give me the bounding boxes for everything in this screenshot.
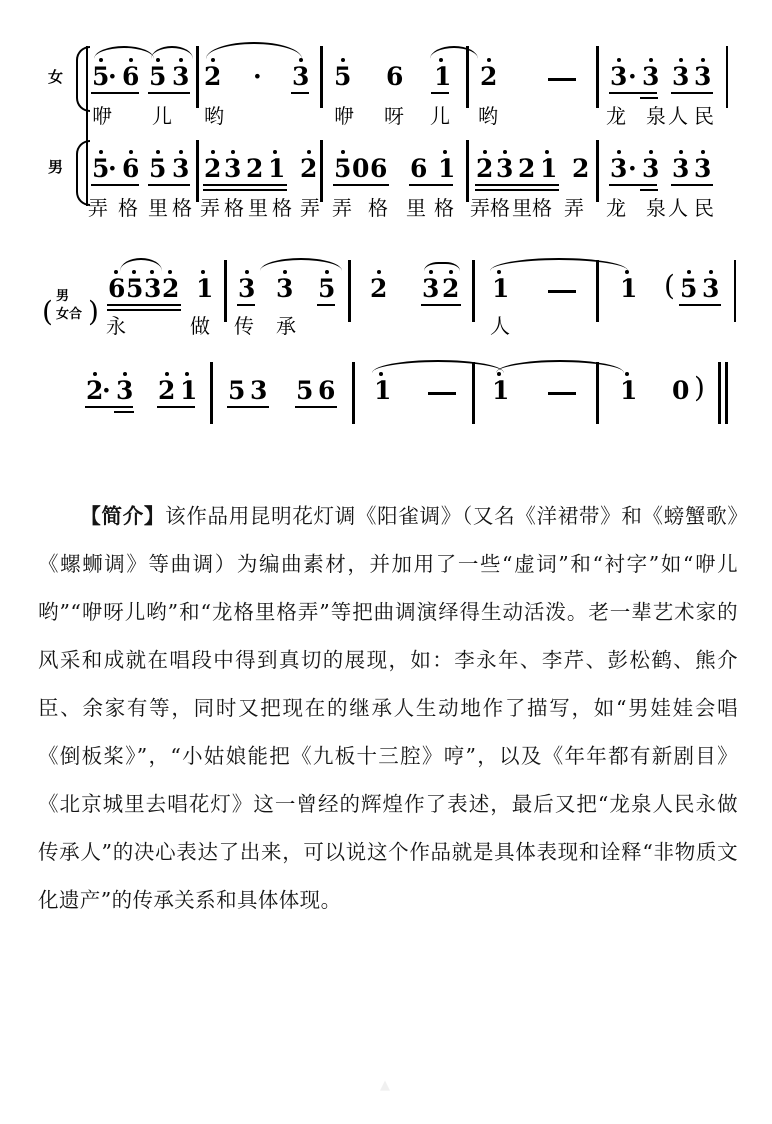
barline-f-5: [726, 46, 728, 108]
note-c-15: 3: [702, 274, 720, 303]
note-f-5: 2: [204, 62, 222, 91]
aug-dot-f-2: ·: [253, 62, 262, 91]
note-m-16: 3: [496, 154, 514, 183]
octave-dot-f-9: [439, 58, 443, 62]
aug-dot-m-1: ·: [108, 154, 117, 183]
lyric-m-10: 弄: [332, 196, 352, 220]
note-m-18: 1: [540, 154, 558, 183]
beam-f-1: [91, 92, 139, 94]
octave-dot-d-4: [185, 372, 189, 376]
extension-dash-d-2: [548, 392, 576, 395]
barline-f-1: [196, 46, 199, 108]
lyric-m-8: 格: [272, 196, 292, 220]
lyric-m-6: 格: [224, 196, 244, 220]
note-f-7: 5: [334, 62, 352, 91]
barline-f-4: [596, 46, 599, 108]
beam-m-4: [333, 184, 389, 186]
beam-f-6: [671, 92, 713, 94]
note-d-8: 6: [318, 376, 336, 405]
note-m-21: 3: [642, 154, 660, 183]
octave-dot-m-22: [679, 150, 683, 154]
lyric-c-1: 永: [106, 314, 126, 338]
lyric-f-2: 儿: [152, 104, 172, 128]
note-m-12: 6: [370, 154, 388, 183]
octave-dot-c-7: [283, 270, 287, 274]
octave-dot-m-14: [443, 150, 447, 154]
lyric-f-11: 民: [694, 104, 714, 128]
octave-dot-m-15: [483, 150, 487, 154]
lyric-f-10: 人: [668, 104, 688, 128]
beam-m-3a: [203, 184, 287, 186]
beam-c-4: [421, 304, 461, 306]
slur-f1: [94, 46, 154, 59]
music-score: [0, 0, 772, 470]
beam-f-3: [291, 92, 309, 94]
final-double-barline: [718, 362, 730, 424]
note-f-10: 2: [480, 62, 498, 91]
lyric-f-3: 哟: [204, 104, 224, 128]
notation-system-2: [0, 258, 772, 358]
beam-m-6b: [475, 189, 559, 191]
beam-m-7a: [609, 184, 657, 186]
note-f-11: 3: [610, 62, 628, 91]
aug-dot-m-2: ·: [628, 154, 637, 183]
octave-dot-f-13: [679, 58, 683, 62]
note-f-9: 1: [434, 62, 452, 91]
aug-dot-f-1: ·: [108, 62, 117, 91]
note-m-22: 3: [672, 154, 690, 183]
lyric-f-6: 儿: [430, 104, 450, 128]
note-c-3: 3: [144, 274, 161, 303]
notation-system-1: [0, 0, 772, 250]
program-note: [38, 492, 738, 924]
octave-dot-c-14: [687, 270, 691, 274]
octave-dot-m-1: [99, 150, 103, 154]
optional-paren-close: ): [694, 371, 705, 404]
lyric-c-3: 传: [234, 314, 254, 338]
octave-dot-m-5: [211, 150, 215, 154]
octave-dot-c-10: [429, 270, 433, 274]
octave-dot-m-9: [307, 150, 311, 154]
octave-dot-m-3: [156, 150, 160, 154]
note-c-2: 5: [126, 274, 143, 303]
barline-f-2: [320, 46, 323, 108]
note-f-1: 5: [92, 62, 110, 91]
octave-dot-c-3: [150, 270, 154, 274]
note-c-8: 5: [318, 274, 336, 303]
lyric-m-15: 里格: [512, 196, 552, 220]
beam-f-4: [431, 92, 449, 94]
lyric-m-1: 弄: [88, 196, 108, 220]
lyric-m-3: 里: [148, 196, 168, 220]
octave-dot-d-2: [123, 372, 127, 376]
lyric-m-7: 里: [248, 196, 268, 220]
optional-paren-open: (: [664, 269, 675, 302]
note-m-20: 3: [610, 154, 628, 183]
note-c-1: 6: [108, 274, 125, 303]
octave-dot-m-6: [231, 150, 235, 154]
slur-c4: [490, 258, 628, 271]
beam-m-8: [671, 184, 713, 186]
note-m-14: 1: [438, 154, 456, 183]
beam-m-1: [91, 184, 139, 186]
octave-dot-c-15: [709, 270, 713, 274]
lyric-m-20: 民: [694, 196, 714, 220]
lyric-m-9: 弄: [300, 196, 320, 220]
beam-f-5a: [609, 92, 657, 94]
lyric-f-5: 呀: [384, 104, 404, 128]
barline-d-4: [596, 362, 599, 424]
beam-f-5b: [640, 97, 658, 99]
note-d-12: 0: [672, 376, 690, 405]
note-d-6: 3: [250, 376, 268, 405]
beam-d-1a: [85, 406, 133, 408]
beam-c-5: [679, 304, 721, 306]
beam-d-2: [157, 406, 195, 408]
chorus-label-line1: 男: [56, 289, 70, 304]
octave-dot-m-16: [503, 150, 507, 154]
octave-dot-f-12: [649, 58, 653, 62]
lyric-m-14: 弄格: [470, 196, 510, 220]
note-c-7: 3: [276, 274, 294, 303]
program-note-body: 该作品用昆明花灯调《阳雀调》（又名《洋裙带》和《螃蟹歌》《螺蛳调》等曲调）为编曲素材，并加用了一些“虚词”和“衬字”如“咿儿哟”“咿呀儿哟”和“龙格里格弄”等把曲调演绎得生动活泼。老一辈艺术家的风采和成就在唱段中得到真切的展现，如：李永年、李芹、彭松鹤、熊介臣、余家有等，同时又把现在的继承人生动地作了描写，如“男娃娃会唱《倒板桨》”，“小姑娘能把《九板十三腔》哼”，以及《年年都有新剧目》《北京城里去唱花灯》这一曾经的辉煌作了表述，最后又把“龙泉人民永做传承人”的决心表达了出来，可以说这个作品就是具体表现和诠释“非物质文化遗产”的传承关系和具体体现。: [38, 504, 738, 912]
note-m-4: 3: [172, 154, 190, 183]
note-c-5: 1: [196, 274, 214, 303]
note-m-5: 2: [204, 154, 222, 183]
note-m-9: 2: [300, 154, 318, 183]
note-m-7: 2: [246, 154, 264, 183]
note-m-2: 6: [122, 154, 140, 183]
octave-dot-c-8: [325, 270, 329, 274]
voice-label-male: 男: [48, 158, 64, 176]
octave-dot-c-5: [201, 270, 205, 274]
note-c-9: 2: [370, 274, 388, 303]
note-f-3: 5: [149, 62, 167, 91]
octave-dot-f-4: [179, 58, 183, 62]
note-m-10: 5: [334, 154, 352, 183]
note-f-8: 6: [386, 62, 404, 91]
note-d-4: 1: [180, 376, 198, 405]
note-m-1: 5: [92, 154, 110, 183]
extension-dash-d-1: [428, 392, 456, 395]
octave-dot-f-11: [617, 58, 621, 62]
beam-m-3b: [203, 189, 287, 191]
page-watermark: ▲: [380, 1078, 392, 1093]
octave-dot-c-6: [245, 270, 249, 274]
octave-dot-m-2: [129, 150, 133, 154]
barline-d-3: [472, 362, 475, 424]
beam-m-6a: [475, 184, 559, 186]
lyric-f-7: 哟: [478, 104, 498, 128]
octave-dot-f-3: [156, 58, 160, 62]
note-d-11: 1: [620, 376, 638, 405]
beam-m-2: [148, 184, 190, 186]
note-m-3: 5: [149, 154, 167, 183]
note-d-7: 5: [296, 376, 314, 405]
lyric-m-5: 弄: [200, 196, 220, 220]
note-f-12: 3: [642, 62, 660, 91]
octave-dot-m-10: [341, 150, 345, 154]
note-c-12: 1: [492, 274, 510, 303]
chorus-label-line2: 女合: [56, 307, 83, 322]
octave-dot-d-10: [497, 372, 501, 376]
beam-f-2: [148, 92, 190, 94]
beam-c-1a: [107, 304, 181, 306]
beam-c-2: [237, 304, 255, 306]
octave-dot-c-4: [168, 270, 172, 274]
lyric-f-8: 龙: [606, 104, 626, 128]
note-m-8: 1: [268, 154, 286, 183]
lyric-m-17: 龙: [606, 196, 626, 220]
octave-dot-m-4: [179, 150, 183, 154]
octave-dot-f-7: [341, 58, 345, 62]
chorus-label-paren-open: (: [42, 295, 53, 328]
note-c-10: 3: [422, 274, 440, 303]
note-f-13: 3: [672, 62, 690, 91]
system-left-barline: [86, 46, 88, 206]
note-c-13: 1: [620, 274, 638, 303]
octave-dot-c-13: [625, 270, 629, 274]
voice-label-female: 女: [48, 68, 64, 86]
note-d-1: 2: [86, 376, 104, 405]
octave-dot-d-1: [93, 372, 97, 376]
octave-dot-m-23: [701, 150, 705, 154]
beam-d-4: [295, 406, 337, 408]
octave-dot-c-11: [449, 270, 453, 274]
barline-c-2: [348, 260, 351, 322]
octave-dot-f-6: [299, 58, 303, 62]
octave-dot-c-9: [377, 270, 381, 274]
barline-m-4: [596, 140, 599, 202]
octave-dot-c-2: [132, 270, 136, 274]
barline-c-1: [224, 260, 227, 322]
octave-dot-f-5: [211, 58, 215, 62]
note-m-11: 0: [352, 154, 370, 183]
notation-system-3: [0, 360, 772, 440]
note-d-9: 1: [374, 376, 392, 405]
lyric-f-4: 咿: [334, 104, 354, 128]
note-f-4: 3: [172, 62, 190, 91]
note-c-6: 3: [238, 274, 256, 303]
program-note-heading: 【简介】: [80, 504, 166, 528]
note-m-19: 2: [572, 154, 590, 183]
barline-d-2: [352, 362, 355, 424]
barline-c-5: [734, 260, 736, 322]
lyric-m-4: 格: [172, 196, 192, 220]
lyric-m-2: 格: [118, 196, 138, 220]
beam-d-3: [227, 406, 269, 408]
octave-dot-m-18: [545, 150, 549, 154]
barline-m-2: [320, 140, 323, 202]
barline-f-3: [466, 46, 469, 108]
beam-d-1b: [114, 411, 134, 413]
beam-m-7b: [640, 189, 658, 191]
note-f-2: 6: [122, 62, 140, 91]
octave-dot-f-1: [99, 58, 103, 62]
note-m-13: 6: [410, 154, 428, 183]
beam-c-1b: [107, 309, 181, 311]
barline-m-3: [466, 140, 469, 202]
beam-m-5: [409, 184, 453, 186]
barline-c-4: [596, 260, 599, 322]
slur-f4: [430, 46, 478, 59]
extension-dash-c-1: [548, 290, 576, 293]
note-c-14: 5: [680, 274, 698, 303]
slur-c2: [260, 258, 342, 271]
lyric-m-11: 格: [368, 196, 388, 220]
aug-dot-f-3: ·: [628, 62, 637, 91]
octave-dot-f-2: [129, 58, 133, 62]
slur-d1: [372, 360, 504, 373]
note-d-2: 3: [116, 376, 134, 405]
note-m-17: 2: [518, 154, 536, 183]
lyric-m-18: 泉: [646, 196, 666, 220]
lyric-c-5: 人: [490, 314, 510, 338]
lyric-m-19: 人: [668, 196, 688, 220]
extension-dash-f-1: [548, 78, 576, 81]
note-d-10: 1: [492, 376, 510, 405]
octave-dot-d-3: [165, 372, 169, 376]
lyric-f-9: 泉: [646, 104, 666, 128]
octave-dot-d-9: [379, 372, 383, 376]
note-c-4: 2: [162, 274, 179, 303]
octave-dot-f-14: [701, 58, 705, 62]
lyric-m-13: 格: [434, 196, 454, 220]
chorus-label-paren-close: ): [88, 295, 99, 328]
beam-c-3: [317, 304, 335, 306]
octave-dot-d-11: [625, 372, 629, 376]
note-f-14: 3: [694, 62, 712, 91]
note-d-3: 2: [158, 376, 176, 405]
note-d-5: 5: [228, 376, 246, 405]
lyric-c-2: 做: [190, 314, 210, 338]
octave-dot-m-20: [617, 150, 621, 154]
slur-c1: [120, 258, 162, 271]
lyric-m-12: 里: [406, 196, 426, 220]
octave-dot-f-10: [487, 58, 491, 62]
barline-m-1: [196, 140, 199, 202]
aug-dot-d-1: ·: [102, 376, 111, 405]
barline-d-1: [210, 362, 213, 424]
note-m-6: 3: [224, 154, 242, 183]
lyric-c-4: 承: [276, 314, 296, 338]
octave-dot-m-21: [649, 150, 653, 154]
note-c-11: 2: [442, 274, 460, 303]
note-m-23: 3: [694, 154, 712, 183]
slur-f3: [206, 42, 302, 59]
octave-dot-c-12: [497, 270, 501, 274]
note-m-15: 2: [476, 154, 494, 183]
slur-d2: [496, 360, 624, 373]
note-f-6: 3: [292, 62, 310, 91]
octave-dot-m-8: [273, 150, 277, 154]
lyric-m-16: 弄: [564, 196, 584, 220]
lyric-f-1: 咿: [92, 104, 112, 128]
octave-dot-c-1: [114, 270, 118, 274]
barline-c-3: [472, 260, 475, 322]
